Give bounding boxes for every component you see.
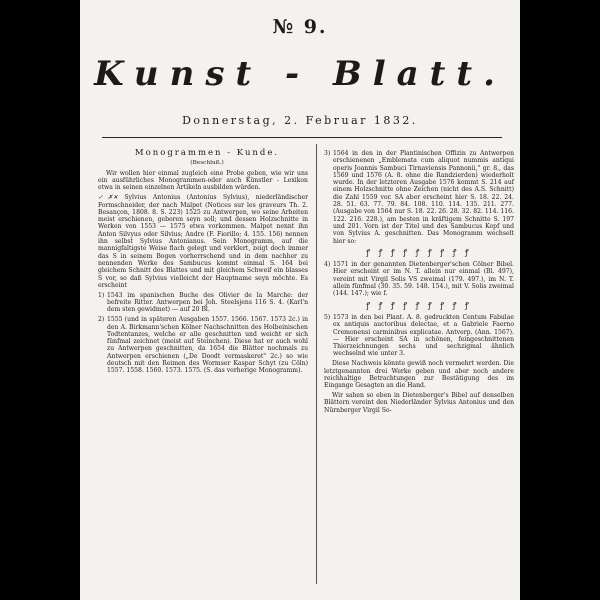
closing-paragraph: Wir sahen so eben in Dietenberger's Bibel auf denselben Blättern vereint den Niederländer Sylvius Antonius und den Nürnberger Virgil So- (324, 392, 514, 414)
entry-text: Sylvius Antonius (Antonius Sylvius), niederländischer Formschneider, der nach Malpet (Notices sur les graveurs Th. 2. Besançon, 1808. 8. S. 223) 1525 zu Antwerpen, wo seine Arbeiten meist erschienen, geboren seyn soll; und dessen Holzschnitte in Werken von 1553 — 1575 etwa vorkommen. Malpet nennt ihn Anton Silvyus oder Silvius; Andre (F. Fiorillo; 4. 155. 156) nennen ihn selbst Sylvius Antonianus. Sein Monogramm, auf die mannigfaltigste Weise flach gelegt und verklert, zeigt doch immer das S in seinem Bogen vorherrschend und in dem nachher zu nennenden Werke des Sambucus kommt einmal S. 164 bei gleichem Schnitt des Blattes und mit gleichem Schweif ein blasses S vor, so daß Sylvius vielleicht der Hauptname seyn möchte. Es erscheint (98, 194, 309, 289)
list-item (324, 150, 514, 245)
section-heading: Monogrammen - Kunde. (134, 148, 280, 158)
dateline: Donnerstag, 2. Februar 1832. (182, 114, 418, 127)
issue-number: № 9. (272, 16, 328, 38)
item-number: 3) (324, 150, 331, 157)
list-item (324, 261, 514, 297)
item-text: 1564 in den in der Plantinischen Offizin zu Antwerpen erschienenen „Emblemata cum aliquot nummis antiqui operis Joannis Sambuci Tirnaviensis Pannonii," gr. 8., das 1569 und 1576 (A. 8. ohne die Randzierden) wiederholt wurde. In der letzteren Ausgabe 1576 kommt S. 214 auf einem Holzschnitte ohne Zeichen (nicht des A.S. Schnitt) die Zahl 1559 vor. SA aber erscheint hier S. 18. 22. 24. 28. 51. 63. 77. 79. 84. 108. 110. 114. 135. 211. 277. (Ausgabe von 1564 nur S. 18. 22. 26. 28. 32. 82. 114. 116. 122. 216. 228.), am besten in kräftigem Schnitte S. 197 und 201. Vorn ist der Titel und des Sambucus Kopf und von Sylvius A. geschnitten. Das Monogramm wechselt hier so: (333, 150, 514, 245)
monogram-ornament-row: ꝭ ꝭ ꝭ ꝭ ꝭ ꝭ ꝭ ꝭ ꝭ (366, 247, 472, 257)
newspaper-page (80, 0, 520, 600)
item-number: 5) (324, 313, 331, 321)
list-item (98, 316, 308, 374)
list-item (98, 292, 308, 314)
item-text: 1573 in den bei Plant. A. 8. gedruckten Centum Fabulae ex antiquis auctoribus delectae, et a Gabriele Faerno Cremonensi carminibus explicatae. Antverp. (Ann. 1567). — Hier erscheint SA in schönen, feingeschnittenen Thierzeichnungen sechs und sechzigmal ähnlich wechselnd wie unter 3. (333, 313, 514, 358)
section-subheading: (Beschluß.) (190, 159, 224, 166)
newspaper-title: Kunst - Blatt. (94, 54, 506, 94)
column-rule (316, 144, 317, 584)
item-number: 1) (98, 291, 105, 299)
item-text: 1555 (und in späteren Ausgaben 1557. 1566. 1567. 1573 2c.) in den A. Birkmann'schen Kölner Nachschnitten des Holbeinischen Todtentanzes, welche er alle geschnitten und weicht er sich fünfmal zeichnet (meist auf Steinchen). Diese hat er auch wohl zu Antwerpen geschnitten, da 1654 die Blätter nochmals zu Antwerpen erschienen („De Doodt vermaskeret" 2c.) so wie deutsch mit den Reimen des Wormser Kaspar Schyt (zu Cöln) 1557. 1558. 1560. 1573. 1575. (S. das vorherige Monogramm). (107, 316, 308, 375)
header-rule (102, 137, 502, 138)
right-column (324, 150, 514, 417)
item-text: 1543 im spanischen Buche des Olivier de la Marche: der befreite Ritter. Antwerpen bei Joh. Steelsjens 116 S. 4. (Karl'n dem sten gewidmet) — auf 20 Bl. (107, 291, 308, 314)
item-number: 2) (98, 316, 105, 324)
monogram-ornament-row: ꝭ ꝭ ꝭ ꝭ ꝭ ꝭ ꝭ ꝭ ꝭ (366, 300, 472, 310)
left-column (98, 150, 308, 377)
item-number: 4) (324, 261, 331, 269)
closing-paragraph: Diese Nachweis könnte gewiß noch vermehrt werden. Die letztgenannten drei Werke geben und aber noch andere reichhaltige Betrachtungen zur Bestätigung des im Eingange Gesagten an die Hand. (324, 360, 514, 390)
list-item (324, 314, 514, 358)
entry-paragraph (98, 194, 308, 289)
monogram-mark: ✓✗✕ (98, 194, 118, 202)
intro-paragraph: Wir wollen hier einmal zugleich eine Probe geben, wie wir uns ein ausführliches Monogrammen-oder auch Künstler - Lexikon etwa in seinen einzelnen Artikeln ausbilden würden. (98, 169, 308, 192)
item-text: 1571 in der genannten Dietenberger'schen Cölner Bibel. Hier erscheint er im N. T. allein nur einmal (Bl. 497), vereint mit Virgil Solis VS zweimal (179. 497.), im N. T. allein fünfmal (30. 35. 59. 148. 154.), mit V. Solis zweimal (144. 147.); wie f. (333, 261, 514, 298)
